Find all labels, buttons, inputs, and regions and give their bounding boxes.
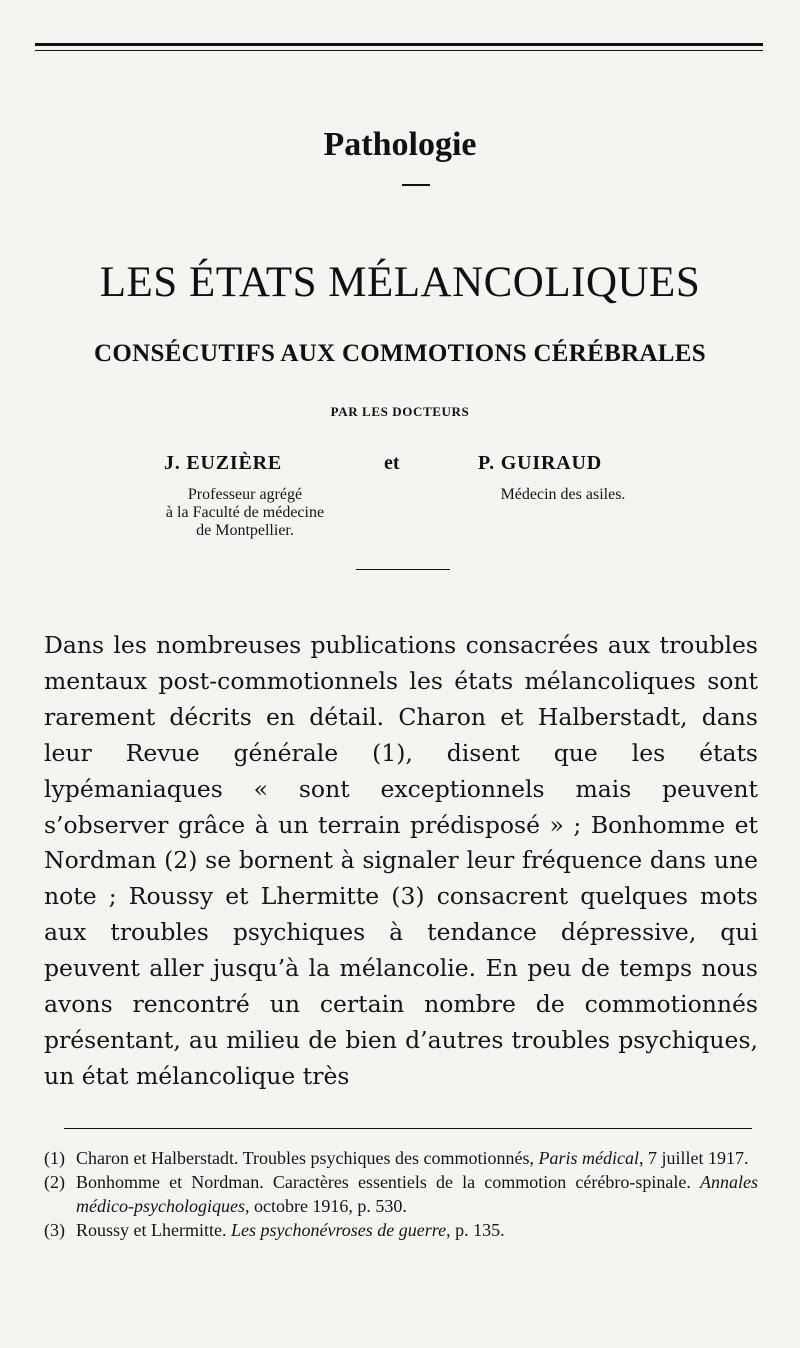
body-paragraph: Dans les nombreuses publications consacrées aux troubles mentaux post-commotionnels les états mélancoliques sont rarement décrits en détail. Charon et Halberstadt, dans leur Revue générale (1), disent que les états lypémaniaques « sont exceptionnels mais peuvent s’observer grâce à un terrain prédisposé » ; Bonhomme et Nordman (2) se bornent à signaler leur fréquence dans une note ; Roussy et Lhermitte (3) consacrent quelques mots aux troubles psychiques à tendance dépressive, qui peuvent aller jusqu’à la mélancolie. En peu de temps nous avons rencontré un certain nombre de commotionnés présentant, au milieu de bien d’autres troubles psychiques, un état mélancolique très (44, 631, 758, 1090)
footnotes (44, 1146, 758, 1242)
footnote-text: Bonhomme et Nordman. Caractères essentiels de la commotion cérébro-spinale. (76, 1172, 700, 1192)
affiliation-left-line-3: de Montpellier. (196, 522, 294, 539)
author-left: J. EUZIÈRE (164, 452, 283, 474)
author-right: P. GUIRAUD (478, 452, 602, 474)
section-title: Pathologie (323, 126, 477, 163)
footnote-number: (1) (44, 1148, 65, 1168)
affiliation-left-line-2: à la Faculté de médecine (165, 504, 325, 521)
footnote-1 (44, 1146, 758, 1170)
footnote-number: (2) (44, 1172, 65, 1192)
footnote-3 (44, 1218, 758, 1242)
byline-divider (356, 569, 450, 570)
footnote-text: Charon et Halberstadt. Troubles psychiques des commotionnés, (76, 1148, 539, 1168)
footnote-number: (3) (44, 1220, 65, 1240)
affiliation-right: Médecin des asiles. (500, 486, 626, 503)
section-divider (402, 184, 430, 186)
footnote-text: Roussy et Lhermitte. (76, 1220, 231, 1240)
author-conjunction: et (384, 452, 400, 474)
footnote-text: , 7 juillet 1917. (638, 1148, 749, 1168)
footnote-text: , octobre 1916, p. 530. (244, 1196, 407, 1216)
footnote-2 (44, 1170, 758, 1218)
affiliation-left-line-1: Professeur agrégé (187, 486, 303, 503)
footnote-separator (64, 1128, 752, 1129)
byline: PAR LES DOCTEURS (330, 404, 470, 419)
article-title: LES ÉTATS MÉLANCOLIQUES (99, 259, 701, 306)
footnote-italic-title: Annales médico-psychologiques (76, 1172, 758, 1216)
footnote-text: , p. 135. (446, 1220, 505, 1240)
top-double-rule-thick (35, 43, 763, 46)
affiliation-left (110, 486, 380, 540)
footnote-italic-title: Paris médical (538, 1148, 639, 1168)
footnote-italic-title: Les psychonévroses de guerre (230, 1220, 447, 1240)
article-subtitle: CONSÉCUTIFS AUX COMMOTIONS CÉRÉBRALES (94, 340, 706, 367)
top-double-rule-thin (35, 50, 763, 51)
